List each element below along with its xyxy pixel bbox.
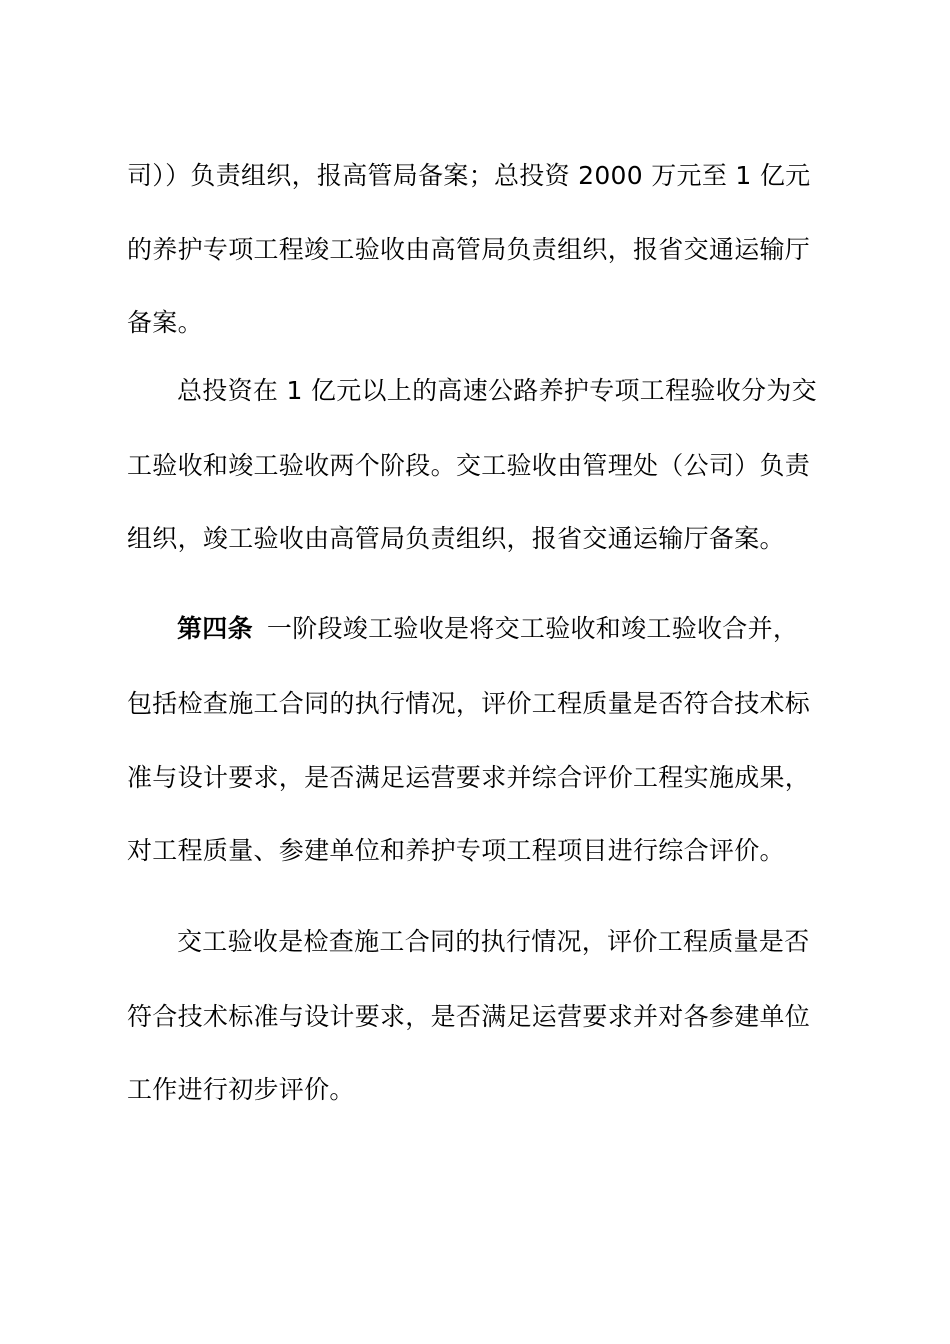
- paragraph-3-line-4: 对工程质量、参建单位和养护专项工程项目进行综合评价。: [127, 836, 785, 865]
- paragraph-2-line-1: 总投资在 1 亿元以上的高速公路养护专项工程验收分为交: [177, 376, 817, 405]
- paragraph-4-line-1: 交工验收是检查施工合同的执行情况，评价工程质量是否: [177, 927, 810, 956]
- article-text: 一阶段竣工验收是将交工验收和竣工验收合并，: [266, 614, 799, 643]
- text-block: [127, 0, 827, 1344]
- article-heading: 第四条: [177, 614, 253, 643]
- paragraph-4-line-3: 工作进行初步评价。: [127, 1075, 355, 1104]
- paragraph-1-line-3: 备案。: [127, 308, 203, 337]
- paragraph-2-line-2: 工验收和竣工验收两个阶段。交工验收由管理处（公司）负责: [127, 451, 811, 480]
- paragraph-2-line-3: 组织，竣工验收由高管局负责组织，报省交通运输厅备案。: [127, 524, 785, 553]
- paragraph-1-line-2: 的养护专项工程竣工验收由高管局负责组织，报省交通运输厅: [127, 235, 811, 264]
- paragraph-4-line-2: 符合技术标准与设计要求，是否满足运营要求并对各参建单位: [127, 1002, 811, 1031]
- paragraph-3-line-3: 准与设计要求，是否满足运营要求并综合评价工程实施成果，: [127, 763, 811, 792]
- paragraph-1-line-1: 司））负责组织，报高管局备案；总投资 2000 万元至 1 亿元: [127, 161, 811, 190]
- paragraph-3-line-1: [177, 609, 950, 649]
- paragraph-3-line-2: 包括检查施工合同的执行情况，评价工程质量是否符合技术标: [127, 689, 811, 718]
